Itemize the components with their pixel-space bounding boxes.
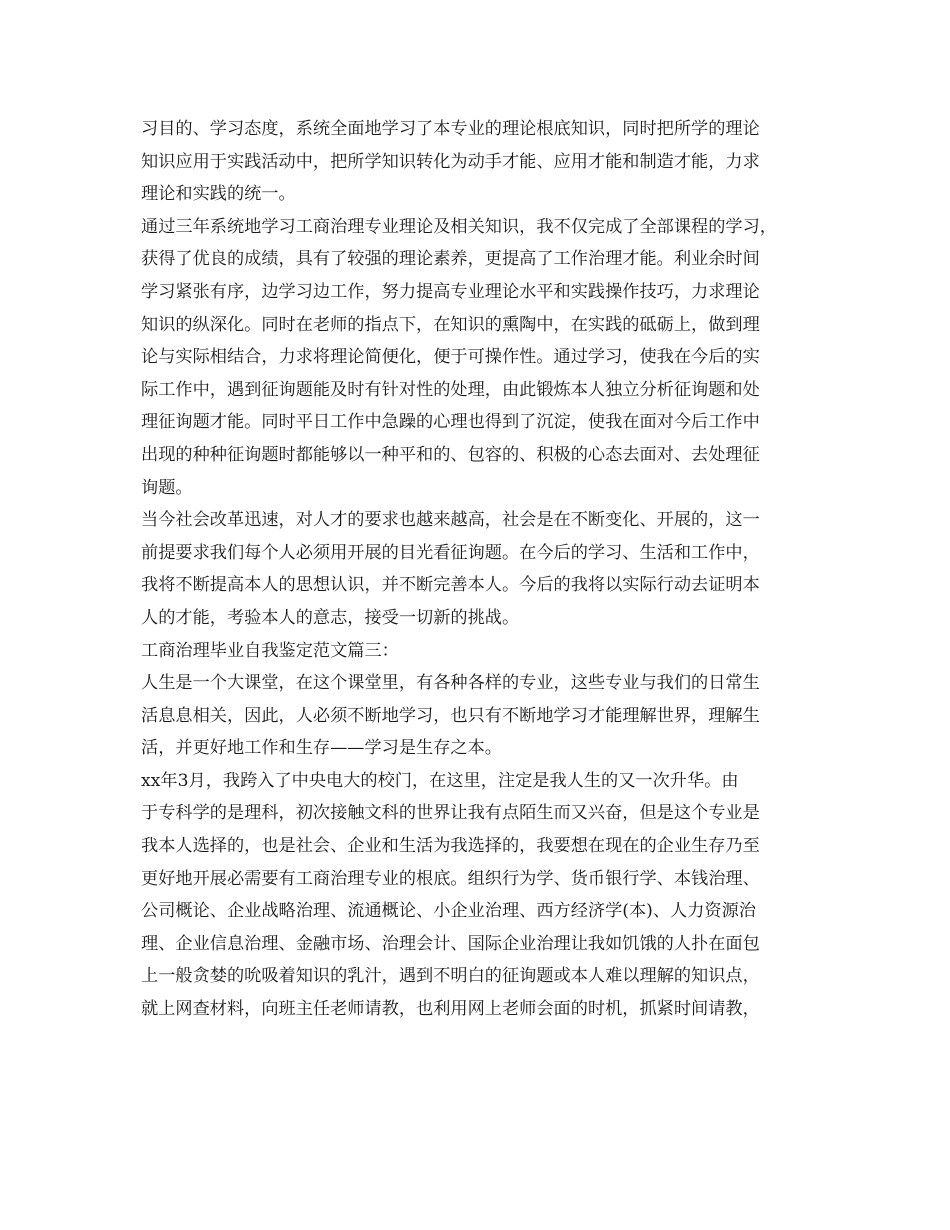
text-line: 人的才能，考验本人的意志，接受一切新的挑战。 — [141, 607, 520, 628]
text-line: 于专科学的是理科，初次接触文科的世界让我有点陌生而又兴奋，但是这个专业是 — [141, 803, 760, 824]
text-line: 理论和实践的统一。 — [141, 184, 296, 205]
document-body — [141, 113, 813, 1026]
text-line: 询题。 — [141, 477, 193, 498]
text-line: 学习紧张有序，边学习边工作，努力提高专业理论水平和实践操作技巧，力求理论 — [141, 281, 760, 302]
text-line: 我本人选择的，也是社会、企业和生活为我选择的，我要想在现在的企业生存乃至 — [141, 836, 760, 857]
text-line: 通过三年系统地学习工商治理专业理论及相关知识，我不仅完成了全部课程的学习， — [141, 216, 777, 237]
section-heading: 工商治理毕业自我鉴定范文篇三： — [141, 640, 399, 661]
text-line: 知识的纵深化。同时在老师的指点下，在知识的熏陶中，在实践的砥砺上，做到理 — [141, 314, 760, 335]
text-line: 活息息相关，因此，人必须不断地学习，也只有不断地学习才能理解世界，理解生 — [141, 705, 760, 726]
text-line: 理、企业信息治理、金融市场、治理会计、国际企业治理让我如饥饿的人扑在面包 — [141, 933, 760, 954]
text-line: 公司概论、企业战略治理、流通概论、小企业治理、西方经济学(本)、人力资源治 — [141, 901, 756, 922]
text-line: 上一般贪婪的吮吸着知识的乳汁，遇到不明白的征询题或本人难以理解的知识点， — [141, 966, 760, 987]
text-line: 更好地开展必需要有工商治理专业的根底。组织行为学、货币银行学、本钱治理、 — [141, 868, 760, 889]
text-line: 出现的种种征询题时都能够以一种平和的、包容的、积极的心态去面对、去处理征 — [141, 444, 760, 465]
text-line: 理征询题才能。同时平日工作中急躁的心理也得到了沉淀，使我在面对今后工作中 — [141, 412, 760, 433]
text-line: 活，并更好地工作和生存——学习是生存之本。 — [141, 738, 502, 759]
text-line: 习目的、学习态度，系统全面地学习了本专业的理论根底知识，同时把所学的理论 — [141, 119, 760, 139]
text-line: 论与实际相结合，力求将理论简便化，便于可操作性。通过学习，使我在今后的实 — [141, 347, 760, 368]
text-line: 人生是一个大课堂，在这个课堂里，有各种各样的专业，这些专业与我们的日常生 — [141, 673, 760, 694]
text-line: 获得了优良的成绩，具有了较强的理论素养，更提高了工作治理才能。利业余时间 — [141, 249, 760, 270]
text-line: 当今社会改革迅速，对人才的要求也越来越高，社会是在不断变化、开展的，这一 — [141, 510, 760, 531]
text-line: 我将不断提高本人的思想认识，并不断完善本人。今后的我将以实际行动去证明本 — [141, 575, 760, 596]
text-line: 知识应用于实践活动中，把所学知识转化为动手才能、应用才能和制造才能，力求 — [141, 151, 760, 172]
text-line: 前提要求我们每个人必须用开展的目光看征询题。在今后的学习、生活和工作中， — [141, 542, 760, 563]
text-line: 就上网查材料，向班主任老师请教，也利用网上老师会面的时机，抓紧时间请教， — [141, 999, 760, 1020]
text-line: xx年3月，我跨入了中央电大的校门，在这里，注定是我人生的又一次升华。由 — [141, 770, 739, 791]
text-line: 际工作中，遇到征询题能及时有针对性的处理，由此锻炼本人独立分析征询题和处 — [141, 379, 760, 400]
